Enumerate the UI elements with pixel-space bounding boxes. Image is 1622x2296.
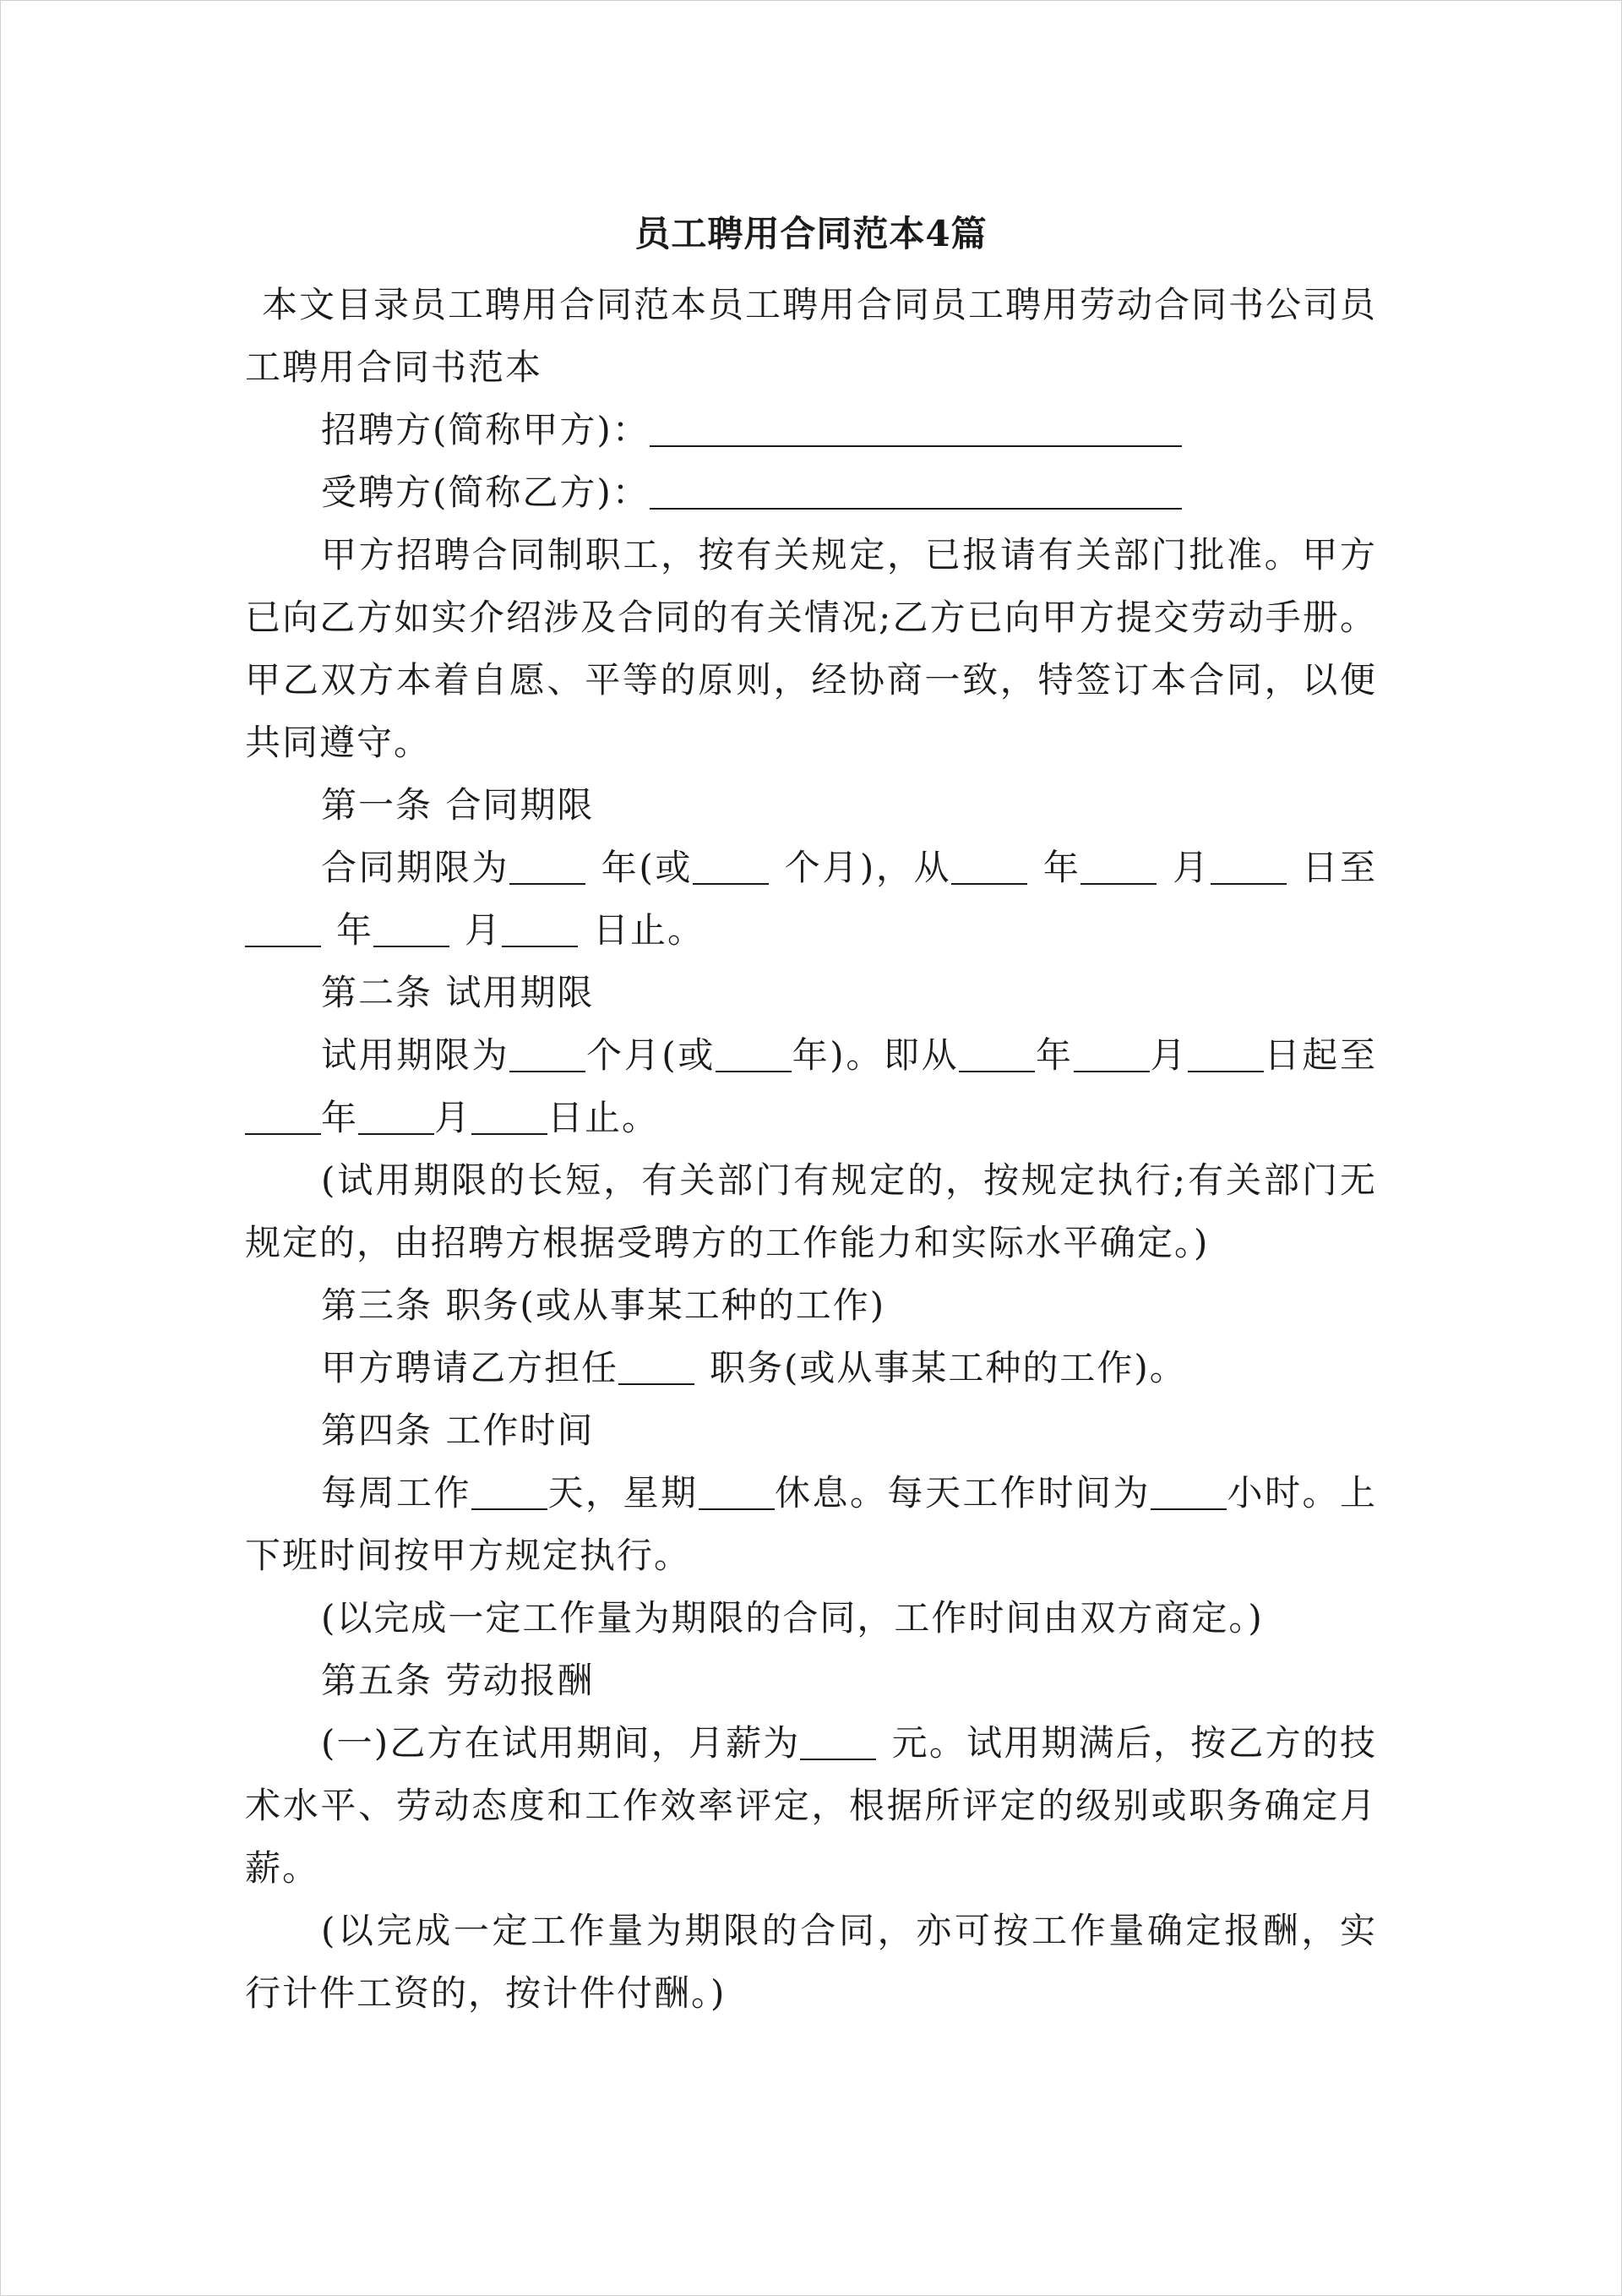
article-5-text <box>245 1712 1377 1900</box>
document-body <box>245 203 1377 2025</box>
article-3-heading: 第三条 职务(或从事某工种的工作) <box>321 1284 886 1326</box>
start-month-blank[interactable] <box>1080 839 1157 885</box>
article-5-note: (以完成一定工作量为期限的合同，亦可按工作量确定报酬，实行计件工资的，按计件付酬。) <box>245 1910 1377 2014</box>
text-segment: 休息。每天工作时间为 <box>774 1472 1151 1513</box>
article-2-text <box>245 1024 1377 1149</box>
trial-start-year-blank[interactable] <box>959 1027 1035 1072</box>
party-a-line <box>245 399 1377 461</box>
article-2-note: (试用期限的长短，有关部门有规定的，按规定执行;有关部门无规定的，由招聘方根据受聘方的工作能力和实际水平确定。) <box>245 1159 1377 1263</box>
salary-blank[interactable] <box>800 1715 876 1760</box>
text-segment: 年)。即从 <box>791 1034 960 1076</box>
text-segment: 日止。 <box>547 1097 660 1138</box>
trial-end-month-blank[interactable] <box>358 1089 434 1135</box>
start-day-blank[interactable] <box>1211 839 1287 885</box>
text-segment: 月 <box>1149 1034 1188 1076</box>
text-segment: 个月)，从 <box>784 847 952 888</box>
text-segment: 年 <box>336 909 374 951</box>
party-b-label: 受聘方(简称乙方)： <box>321 472 650 513</box>
trial-end-day-blank[interactable] <box>471 1089 547 1135</box>
text-segment: 个月(或 <box>585 1034 716 1076</box>
trial-months-blank[interactable] <box>509 1027 585 1072</box>
months-blank[interactable] <box>693 839 769 885</box>
article-2-heading: 第二条 试用期限 <box>321 972 595 1013</box>
article-4-text <box>245 1462 1377 1587</box>
end-month-blank[interactable] <box>373 902 449 947</box>
text-segment: 月 <box>1172 847 1211 888</box>
table-of-contents: 本文目录员工聘用合同范本员工聘用合同员工聘用劳动合同书公司员工聘用合同书范本 <box>245 284 1378 388</box>
party-b-blank[interactable] <box>650 464 1182 510</box>
workdays-blank[interactable] <box>471 1464 547 1510</box>
text-segment: 合同期限为 <box>321 847 510 888</box>
text-segment: 每周工作 <box>321 1472 471 1513</box>
article-3-text <box>245 1337 1377 1399</box>
article-4-heading: 第四条 工作时间 <box>321 1410 595 1451</box>
hours-blank[interactable] <box>1151 1464 1227 1510</box>
trial-start-day-blank[interactable] <box>1188 1027 1264 1072</box>
document-title: 员工聘用合同范本4篇 <box>634 213 988 254</box>
trial-start-month-blank[interactable] <box>1074 1027 1150 1072</box>
trial-end-year-blank[interactable] <box>245 1089 321 1135</box>
years-blank[interactable] <box>509 839 585 885</box>
text-segment: 职务(或从事某工种的工作)。 <box>710 1347 1187 1388</box>
position-blank[interactable] <box>618 1339 694 1385</box>
text-segment: 小时。上下班时间按甲方规定执行。 <box>245 1472 1377 1576</box>
article-4-note: (以完成一定工作量为期限的合同，工作时间由双方商定。) <box>321 1597 1264 1639</box>
end-day-blank[interactable] <box>502 902 578 947</box>
text-segment: 月 <box>434 1097 472 1138</box>
end-year-blank[interactable] <box>245 902 321 947</box>
trial-years-blank[interactable] <box>716 1027 792 1072</box>
text-segment: 元。试用期满后，按乙方的技术水平、劳动态度和工作效率评定，根据所评定的级别或职务确定月薪。 <box>245 1722 1377 1889</box>
text-segment: 年 <box>321 1097 359 1138</box>
party-b-line <box>245 461 1377 524</box>
text-segment: 甲方聘请乙方担任 <box>321 1347 619 1388</box>
intro-paragraph: 甲方招聘合同制职工，按有关规定，已报请有关部门批准。甲方已向乙方如实介绍涉及合同的有关情况;乙方已向甲方提交劳动手册。甲乙双方本着自愿、平等的原则，经协商一致，特签订本合同，以便共同遵守。 <box>245 534 1377 763</box>
text-segment: 日止。 <box>593 909 705 951</box>
text-segment: 年 <box>1035 1034 1074 1076</box>
start-year-blank[interactable] <box>951 839 1027 885</box>
text-segment: 年 <box>1042 847 1081 888</box>
text-segment: 试用期限为 <box>321 1034 510 1076</box>
party-a-blank[interactable] <box>650 401 1182 447</box>
text-segment: 月 <box>465 909 503 951</box>
text-segment: 天，星期 <box>547 1472 699 1513</box>
text-segment: 日起至 <box>1263 1034 1377 1076</box>
article-5-heading: 第五条 劳动报酬 <box>321 1660 595 1701</box>
article-1-text <box>245 837 1377 962</box>
rest-day-blank[interactable] <box>699 1464 775 1510</box>
party-a-label: 招聘方(简称甲方)： <box>321 409 650 450</box>
text-segment: (一)乙方在试用期间，月薪为 <box>321 1722 801 1764</box>
text-segment: 年(或 <box>601 847 694 888</box>
article-1-heading: 第一条 合同期限 <box>321 784 595 826</box>
text-segment: 日至 <box>1301 847 1377 888</box>
